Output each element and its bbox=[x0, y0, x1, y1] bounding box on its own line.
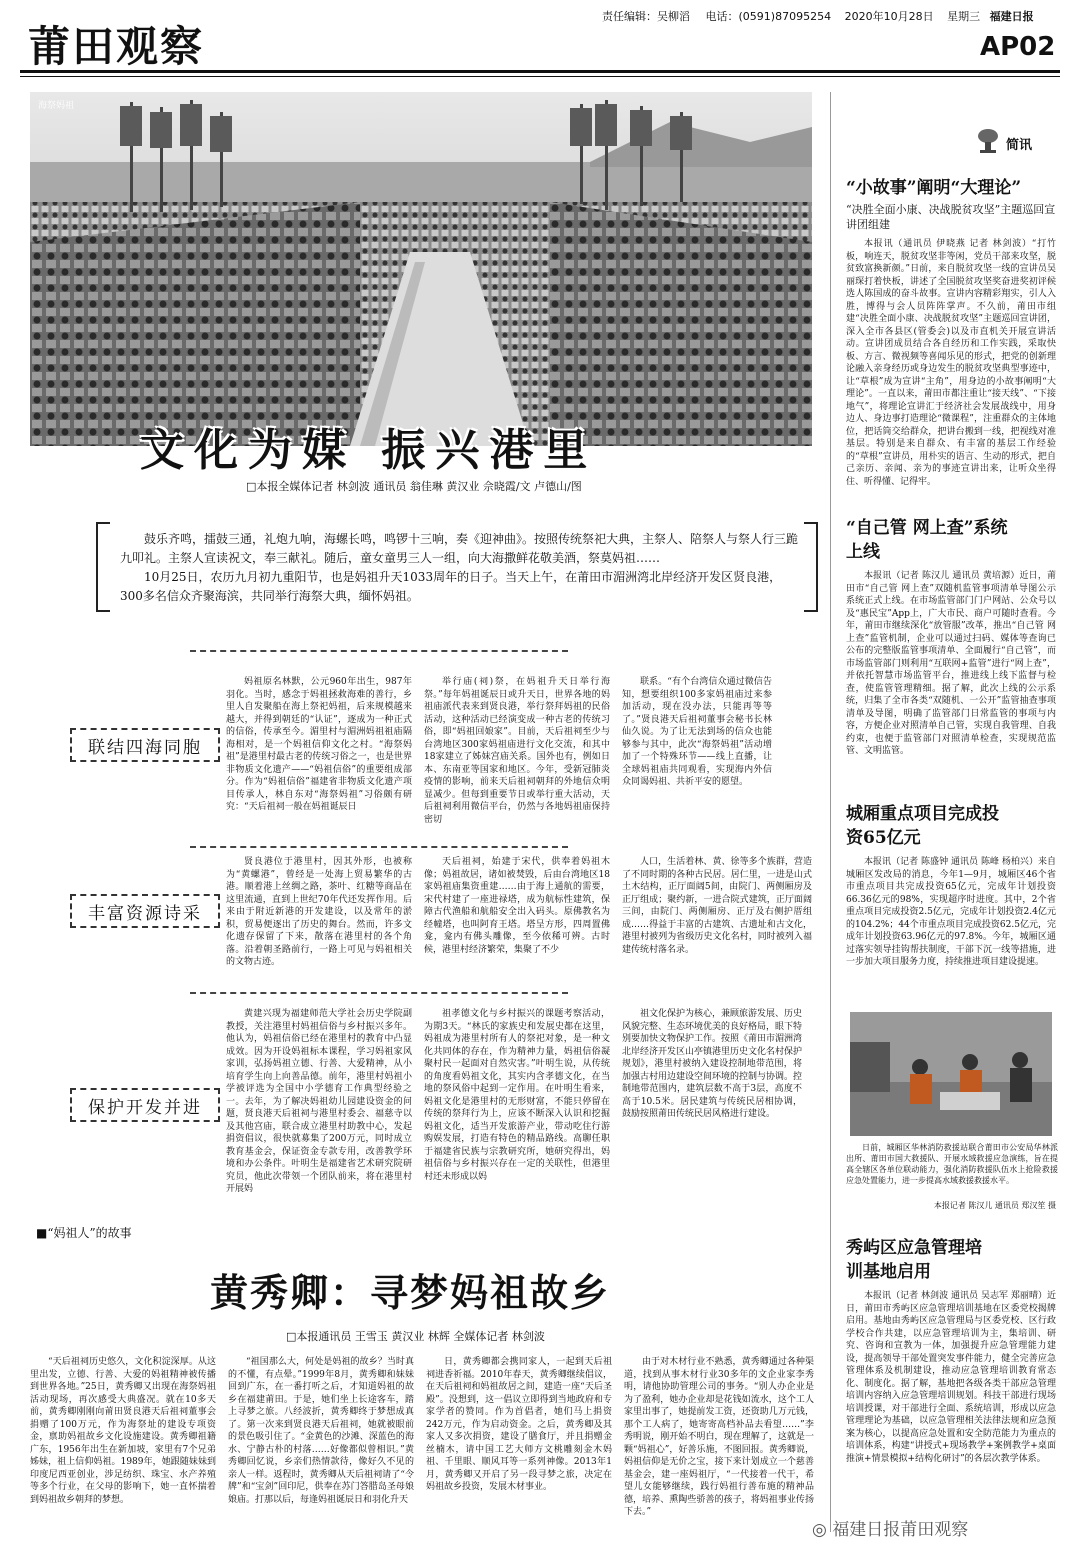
section-1 bbox=[30, 650, 824, 844]
main-byline: □本报全媒体记者 林剑波 通讯员 翁佳琳 黄汉业 佘晓霞/文 卢德山/图 bbox=[246, 480, 582, 493]
brief-1-title: “小故事”阐明“大理论” bbox=[846, 178, 1022, 198]
brief-5-title: 秀屿区应急管理培训基地启用 bbox=[846, 1238, 982, 1282]
header-rule-thin bbox=[20, 76, 1060, 77]
section-banner-3: 保护开发并进 bbox=[70, 1088, 220, 1122]
section-2-col-1: 贤良港位于港里村，因其外形，也被称为“黄螺港”，曾经是一处海上贸易繁华的古港。顺着港上丝绸之路，茶叶、红糖等商品在这里流通，直到上世纪70年代还发挥作用。后来由于附近新港的开发建设，以及常年的淤积，贸易便逐出了历史的舞台。然而，许多文化遗存保留了下来，散落在港里村的各个角落。沿着朝圣路前行，一路上可见与妈祖相关的文物古迹。 bbox=[226, 857, 412, 967]
section-1-col-1: 妈祖原名林默，公元960年出生，987年羽化。当时，感念于妈祖拯救海难的善行，乡里人自发聚船在海上祭祀妈祖，后来规模越来越大，并得到朝廷的“认证”，逐成为一种正式的信俗，传承至今。湄里村与湄洲妈祖祖庙隔海相对，是一个妈祖信仰文化之村。“海祭妈祖”是港里村最古老的传统习俗之一，也是世界非物质文化遗产——“妈祖信俗”的重要组成部分。作为“妈祖信俗”福建省非物质文化遗产项目传承人，林自东对“海祭妈祖”习俗颇有研究：“天后祖祠一般在妈祖诞辰日 bbox=[226, 677, 412, 812]
section-1-col-2: 举行庙(祠)祭，在妈祖升天日举行海祭。”每年妈祖诞辰日或升天日，世界各地的妈祖庙派代表来到贤良港，举行祭拜妈祖的民俗活动，这种活动已经演变成一种古老的传统习俗，即“妈祖回娘家”。目前，天后祖祠至少与台湾地区300家妈祖庙进行文化交流，和其中18家建立了姊妹宫庙关系。国外也有，例如日本、东南亚等国家和地区。今年，受新冠肺炎疫情的影响，前来天后祖祠朝拜的外地信众明显减少。但每到重要节日或举行重大活动，天后祖祠利用微信平台，仍然与各地妈祖庙保持密切 bbox=[424, 677, 610, 825]
section-divider bbox=[190, 992, 568, 994]
header-meta bbox=[602, 8, 1034, 24]
brief-3-title: 城厢重点项目完成投资65亿元 bbox=[846, 804, 999, 848]
story2-byline: □本报通讯员 王雪玉 黄汉业 林辉 全媒体记者 林剑波 bbox=[286, 1330, 545, 1343]
brief-2-body: 本报讯（记者 陈汉儿 通讯员 黄培源）近日，莆田市“自己管 网上查”双随机监管事项清单导图公示系统正式上线。在市场监管部门门户网站、公众号以及“惠民宝”App上，广大市民、商户可随时查看。今年，莆田市继续深化“放管服”改革，推出“自己管 网上查”监管机制，企业可以通过扫码、媒体等查询已公布的完整版监管事项清单、全面履行“自己管”，而市场监管部门则利用“互联网+监管”进行“网上查”，并依托智慧市场监管平台，推进线上线下监督与检查，使监管管理精细。据了解，此次上线的公示系统，归集了全市各类“双随机、一公开”监管抽查事项清单及导图，明确了监管部门日常监管的事项与内容，方便企业对照清单自己管，实现自我管理、自我约束，也便于监管部门对照清单检查，实现规范监管、文明监管。 bbox=[846, 571, 1056, 756]
section-banner-1: 联结四海同胞 bbox=[70, 728, 220, 762]
brief-3-body: 本报讯（记者 陈盛钟 通讯员 陈峰 杨柏兴）来自城厢区发改局的消息，今年1—9月，城厢区46个省市重点项目共完成投资65亿元，完成年计划投资66.36亿元的98%，实现超序时进度。其中，2个省重点项目完成投资2.5亿元，完成年计划投资2.4亿元的104.2%；44个市重点项目完成投资62.5亿元，完成年计划投资63.96亿元的97.8%。今年，城厢区通过落实领导挂钩帮扶制度，干部下沉一线等措施，进一步加大项目服务力度，持续推进项目建设提速。 bbox=[846, 857, 1056, 967]
lead-paragraph-2: 10月25日，农历九月初九重阳节，也是妈祖升天1033周年的日子。当天上午，在莆田市湄洲湾北岸经济开发区贤良港，300多名信众齐聚海滨，共同举行海祭大典，缅怀妈祖。 bbox=[120, 570, 782, 603]
photo-label: 海祭妈祖 bbox=[38, 101, 75, 111]
section-1-col-3: 联系。“有个台湾信众通过微信告知，想要组织100多家妈祖庙过来参加活动，现在没办法，只能再等等了。”贤良港天后祖祠董事会秘书长林仙久说。为了让无法到场的信众也能够参与其中，此次“海祭妈祖”活动增加了一个特殊环节——线上直播，让全球妈祖庙共同观看，实现海内外信众同谒妈祖、共祈平安的愿望。 bbox=[622, 677, 772, 787]
drill-credit: 本报记者 陈汉儿 通讯员 郑汉笙 摄 bbox=[933, 1201, 1056, 1210]
brief-item-5 bbox=[846, 1236, 1056, 1465]
drill-caption: 日前，城厢区华林消防救援站联合莆田市公安局华林派出所、莆田市国大救援队、开展水域救援应急演练，旨在提高全辖区各单位联动能力，强化消防救援队伍水上抢险救援应急处置能力，进一步提高水域救援救援水平。 bbox=[846, 1143, 1058, 1185]
section-3-col-2: 祖孝德文化与乡村振兴的课题考察活动，为期3天。“林氏的家族史和发展史都在这里，妈祖成为港里村所有人的祭祀对象，是一种文化共同体的存在，作为精神力量，妈祖信俗凝聚村民一起面对自然灾害。”叶明生说，从传统的角度看妈祖文化，其实内含孝德文化，在当地的祭风俗中起到一定作用。在叶明生看来，妈祖文化是港里村的无形财富，不能只停留在传统的祭拜行为上，应该不断深入认识和挖掘妈祖文化，适当开发旅游产业，带动吃住行游购娱发展，打造有特色的精品路线。高聊任职于福建省民族与宗教研究所，她研究得出，妈祖信俗与乡村振兴存在一定的关联性，但港里村还未形成以妈 bbox=[424, 1009, 610, 1182]
story2-headline: 黄秀卿：寻梦妈祖故乡 bbox=[210, 1270, 611, 1315]
section-divider bbox=[190, 650, 568, 652]
brief-1-body: 本报讯（通讯员 伊晓燕 记者 林剑波）“打竹板，响连天，脱贫攻坚非等闲，党员干部来攻坚，脱贫致富换新颜。”日前，来自脱贫攻坚一线的宣讲员吴丽琛打着快板，讲述了全国脱贫攻坚奖奋进奖初评候选人陈国成的奋斗故事。宣讲内容精彩翔实，引人入胜，博得与会人员阵阵掌声。不久前，莆田市组建“决胜全面小康、决战脱贫攻坚”主题巡回宣讲团，深入全市各县区(管委会)以及市直机关开展宣讲活动。宣讲团成员结合各自经历和工作实践，采取快板、方言、微视频等喜闻乐见的形式，把党的创新理论融入亲身经历或身边发生的脱贫攻坚典型事迹中，让“草根”成为宣讲“主角”，用身边的小故事阐明“大理论”。一直以来，莆田市都注重让“接天线”、“下接地气”，将理论宣讲汇于经济社会发展战线中，用身边人、身边事打造理论“微课程”，注重群众的主体地位，把话筒交给群众，把讲台搬到一线，把视线对准基层。特别是来自群众、有丰富的基层工作经验的“草根”宣讲员，用朴实的语言、生动的形式，把自己亲历、亲闻、亲为的事迹宣讲出来，让听众坐得住、听得懂、记得牢。 bbox=[846, 239, 1056, 487]
sea-ceremony-photo bbox=[30, 92, 812, 446]
brief-5-body: 本报讯（记者 林剑波 通讯员 吴志军 郑丽晴）近日，莆田市秀屿区应急管理培训基地在区委党校揭牌启用。基地由秀屿区应急管理局与区委党校、区行政学校合作共建，以应急管理培训为主，集培训、研究、咨询和宣教为一体，加强提升应急管理能力建设，提高领导干部处置突发事件能力，健全完善应急管理体系及机制建设，推动应急管理培训教育常态化、制度化。据了解，基地把各级各类干部应急管理培训内容纳入应急管理培训规划。科技干部进行现场培训授课，对干部进行全面、系统培训，形成以应急管理理论为基础，以应急管理相关法律法规和应急预案为核心，以提高应急处置和安全防范能力为重点的培训体系，构建“讲授式+现场教学+案例教学+桌面推演+情景模拟+结构化研讨”的各层次教学体系。 bbox=[846, 1291, 1056, 1464]
drill-photo bbox=[850, 1012, 1052, 1136]
section-2-col-3: 人口，生活着林、黄、徐等多个族群，营造了不同时期的各种古民居。居仁里，一进是山式土木结构，正厅面阔5间，由院门、两侧厢房及正厅组成；聚约新，一进合院式建筑，正厅面阔三间，由院门、两侧厢房、正厅及右侧护厝组成……得益于丰富的古建筑、古遗址和古文化，港里村被列为省级历史文化名村，同时被列入福建传统村落名录。 bbox=[622, 857, 812, 955]
watermark-text: 福建日报莆田观察 bbox=[832, 1520, 969, 1540]
column-divider bbox=[830, 92, 831, 1532]
wechat-icon: ◎ bbox=[812, 1520, 827, 1540]
section-3 bbox=[30, 992, 824, 1218]
brief-1-subtitle: “决胜全面小康、决战脱贫攻坚”主题巡回宣讲团组建 bbox=[846, 203, 1056, 231]
section-title: 莆田观察 bbox=[28, 22, 205, 71]
phone: 电话：(0591)87095254 bbox=[705, 10, 832, 23]
section-3-col-3: 祖文化保护为核心，兼顾旅游发展、历史风貌完整、生态环境优美的良好格局，眼下特别要加快文物保护工作。按照《莆田市湄洲湾北岸经济开发区山亭镇港里历史文化名村保护规划》，港里村被纳入建设控制地带范围，将加强古村用边建设空间环境的控制与协调。控制地带范围内，建筑层数不高于3层，高度不高于10.5米。居民建筑与传统民居相协调，鼓励按照莆田传统民居风格进行建设。 bbox=[622, 1009, 803, 1119]
story2-col-3: 日，黄秀卿都会携同家人，一起到天后祖祠进香祈福。2010年春天，黄秀卿继续倡议，在天后祖祠和妈祖故居之间，建造一座“天后圣殿”。没想到，这一倡议立即得到当地政府和专家学者的赞同。作为首倡者，她们马上捐资242万元，作为启动资金。之后，黄秀卿及其家人又多次捐资，建设了膳食厅，并且捐赠金丝楠木，请中国工艺大师方文桃雕刻金木妈祖、千里眼、顺风耳等一系列神像。2013年1月，黄秀卿又开启了另一段寻梦之旅，决定在妈祖故乡投资，发展木材事业。 bbox=[426, 1357, 612, 1492]
story2-col-2: “祖国那么大，何处是妈祖的故乡？当时真的不懂，有点晕。”1999年8月，黄秀卿和妹妹回到广东，在一番打听之后，才知道妈祖的故乡在福建莆田。于是，她们坐上长途客车，踏上寻梦之旅。八经波折，黄秀卿终于梦想成真了。第一次来到贤良港天后祖祠，她就被眼前的景色吸引住了。“金黄色的沙滩、深蓝色的海水、宁静古朴的村落……好像都似曾相识。”黄秀卿回忆说，乡亲们热情款待，像好久不见的亲人一样。返程时，黄秀卿从天后祖祠请了“令牌”和“宝剑”回印尼，供奉在苏门答腊岛圣母娘娘庙。打那以后，每逢妈祖诞辰日和羽化升天 bbox=[228, 1357, 414, 1505]
section-2-col-2: 天后祖祠，始建于宋代，供奉着妈祖木像；妈祖故居，诸如被焚毁，后由台湾地区18家妈祖庙集资重建……由于海上通航的需要，宋代村建了一座进禄塔，成为航标性建筑，保障古代渔船和航船安全出入码头。原佛教名为经幢塔，也叫阿育王塔。塔呈方形，四周置佛龛，龛内有佛头雕像，至今依稀可辨。古时候，港里村经济繁荣，集聚了不少 bbox=[424, 857, 610, 955]
editor: 责任编辑：吴柳滔 bbox=[602, 10, 690, 23]
lead-box bbox=[96, 522, 818, 612]
bracket-right bbox=[804, 522, 818, 612]
brief-logo bbox=[976, 126, 1056, 160]
header-rule bbox=[20, 70, 1060, 73]
section-divider bbox=[190, 846, 568, 848]
story2-col-1: “天后祖祠历史悠久，文化积淀深厚。从这里出发，立德、行善、大爱的妈祖精神被传播到世界各地。”25日，黄秀卿又出现在海祭妈祖活动现场，再次感受大典盛况。就在10多天前，黄秀卿刚刚向莆田贤良港天后祖祠董事会捐赠了100万元，作为海祭址的建设专项资金，禀助妈祖故乡文化设施建设。黄秀卿祖籍广东，1956年出生在新加坡，家里有7个兄弟姊妹，祖上信仰妈祖。1989年，她跟随妹妹到印度尼西亚创业，涉足纺织、珠宝、水产养殖等多个行业，在父母的影响下，她一直怀揣着到妈祖故乡朝拜的梦想。 bbox=[30, 1357, 216, 1505]
brief-2-title: “自己管 网上查”系统上线 bbox=[846, 518, 1008, 562]
lead-paragraph-1: 鼓乐齐鸣，擂鼓三通，礼炮九响，海螺长鸣，鸣锣十三响，奏《迎神曲》。按照传统祭祀大典，主祭人、陪祭人与祭人行三跪九叩礼。主祭人宣读祝文，奉三献礼。随后，童女童男三人一组，向大海撒鲜花敬美酒，祭莫妈祖…… bbox=[120, 532, 799, 565]
brief-logo-label: 简讯 bbox=[1006, 138, 1033, 153]
brief-item-1 bbox=[846, 176, 1056, 488]
weekday: 星期三 bbox=[947, 10, 981, 23]
date: 2020年10月28日 bbox=[844, 10, 934, 23]
page-number: AP02 bbox=[980, 32, 1056, 62]
section-banner-2: 丰富资源诗采 bbox=[70, 894, 220, 928]
main-headline: 文化为媒 振兴港里 bbox=[140, 425, 598, 476]
story2-kicker: ■“妈祖人”的故事 bbox=[36, 1226, 132, 1240]
lead-text bbox=[120, 530, 800, 606]
bracket-left bbox=[96, 522, 110, 612]
story2-col-4: 由于对木材行业不熟悉，黄秀卿通过各种渠道，找到从事木材行业30多年的文企业家李秀明，请他协助管理公司的事务。“别人办企业是为了盈利，她办企业却是花钱如流水，这个工人家里出事了，她提前发工资，还资助几万元钱，那个工人病了，她寄寄高档补品去看望……”李秀明说，刚开始不明白，现在理解了，这就是一颗“妈祖心”，好善乐施，不图回报。黄秀卿说，妈祖信仰是无价之宝，接下来计划成立一个慈善基金会，建一座妈祖厅，“一代接着一代干，希望儿女能够继续，践行妈祖行善布施的精神品德，培养、熏陶些骄善的孩子，将妈祖事业传扬下去。” bbox=[624, 1357, 814, 1517]
paper-logo: 福建日报 bbox=[989, 10, 1034, 23]
watermark bbox=[812, 1515, 968, 1540]
brief-item-3 bbox=[846, 802, 1056, 969]
section-3-col-1: 黄建兴现为福建师范大学社会历史学院副教授，关注港里村妈祖信俗与乡村振兴多年。他认为，妈祖信俗已经在港里村的教育中凸显成效。因为开设妈祖标本课程，学习妈祖家风家训，弘扬妈祖立德、行善、大爱精神，从小培育学生向上向善品德。前年，港里村妈祖小学被评选为全国中小学德育工作典型经验之一。去年，为了解决妈祖幼儿园建设资金的问题，贤良港天后祖祠与港里村委会、福慈寺以及其他宫庙，联合成立港里村助教中心，发起捐资倡议，很快就募集了200万元，同时成立教育基金会，保证资金专款专用，改善教学环境和办公条件。叶明生是福建省艺术研究院研究员，他此次带领一个团队前来，将在港里村开展妈 bbox=[226, 1009, 412, 1194]
section-2 bbox=[30, 846, 824, 990]
brief-item-2 bbox=[846, 516, 1056, 758]
